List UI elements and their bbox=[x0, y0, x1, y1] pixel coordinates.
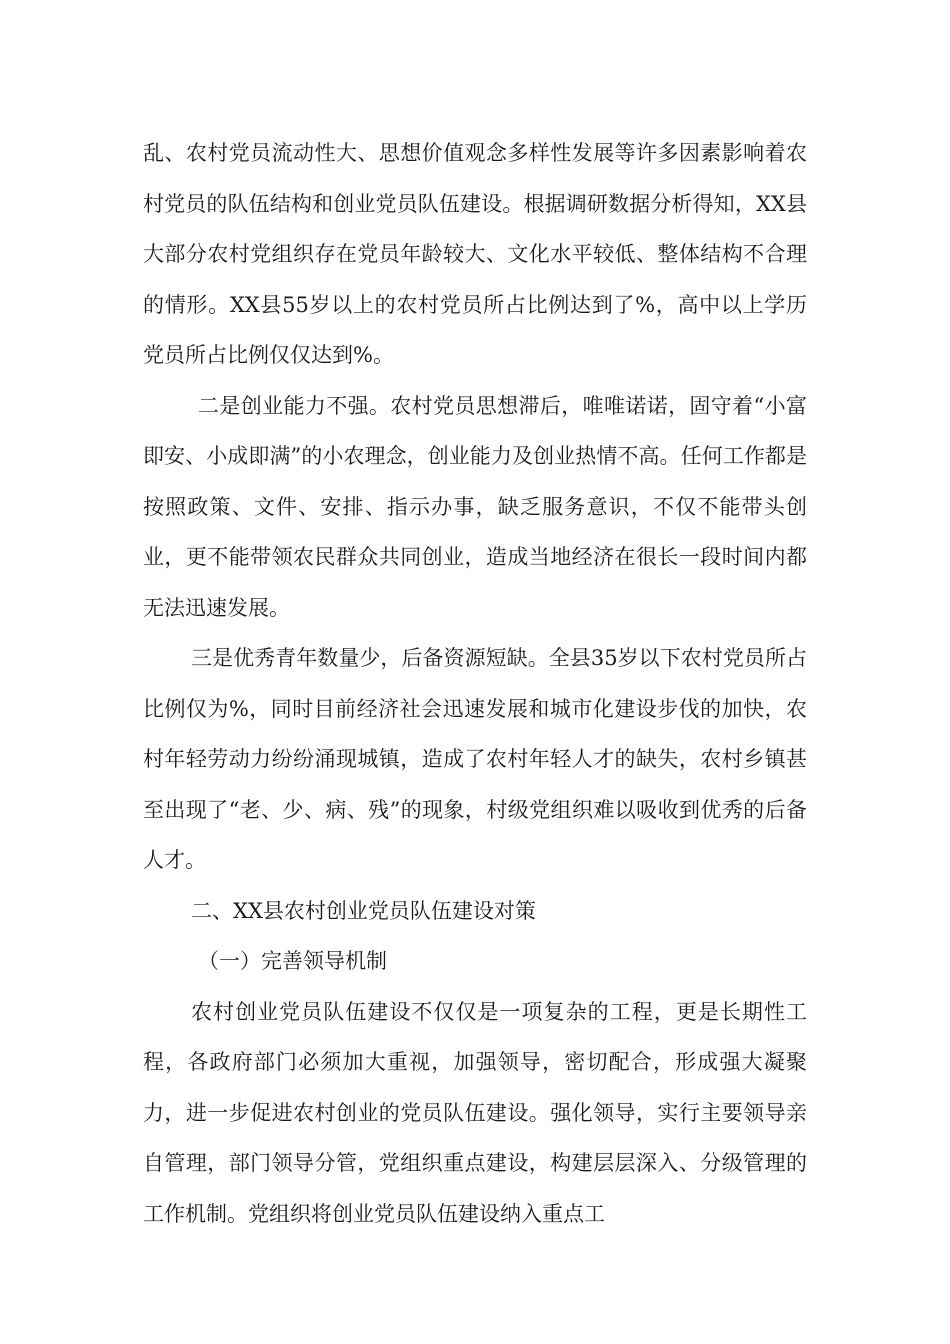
paragraph-leadership-mechanism: 农村创业党员队伍建设不仅仅是一项复杂的工程，更是长期性工程，各政府部门必须加大重视，加强领导，密切配合，形成强大凝聚力，进一步促进农村创业的党员队伍建设。强化领导，实行主要领导亲自管理，部门领导分管，党组织重点建设，构建层层深入、分级管理的工作机制。党组织将创业党员队伍建设纳入重点工 bbox=[143, 999, 807, 1226]
paragraph-party-member-structure: 乱、农村党员流动性大、思想价值观念多样性发展等许多因素影响着农村党员的队伍结构和创业党员队伍建设。根据调研数据分析得知，XX县大部分农村党组织存在党员年龄较大、文化水平较低、整体结构不合理的情形。XX县55岁以上的农村党员所占比例达到了%，高中以上学历党员所占比例仅仅达到%。 bbox=[143, 141, 807, 367]
section-heading-countermeasures: 二、XX县农村创业党员队伍建设对策 bbox=[191, 898, 536, 923]
paragraph-entrepreneurship-ability: 二是创业能力不强。农村党员思想滞后，唯唯诺诺，固守着“小富即安、小成即满”的小农理念，创业能力及创业热情不高。任何工作都是按照政策、文件、安排、指示办事，缺乏服务意识，不仅不能带头创业，更不能带领农民群众共同创业，造成当地经济在很长一段时间内都无法迅速发展。 bbox=[143, 393, 807, 620]
subsection-heading-leadership: （一）完善领导机制 bbox=[198, 949, 387, 973]
paragraph-youth-shortage: 三是优秀青年数量少，后备资源短缺。全县35岁以下农村党员所占比例仅为%，同时目前经济社会迅速发展和城市化建设步伐的加快，农村年轻劳动力纷纷涌现城镇，造成了农村年轻人才的缺失，农村乡镇甚至出现了“老、少、病、残”的现象，村级党组织难以吸收到优秀的后备人才。 bbox=[143, 646, 807, 872]
document-body bbox=[143, 128, 807, 1239]
